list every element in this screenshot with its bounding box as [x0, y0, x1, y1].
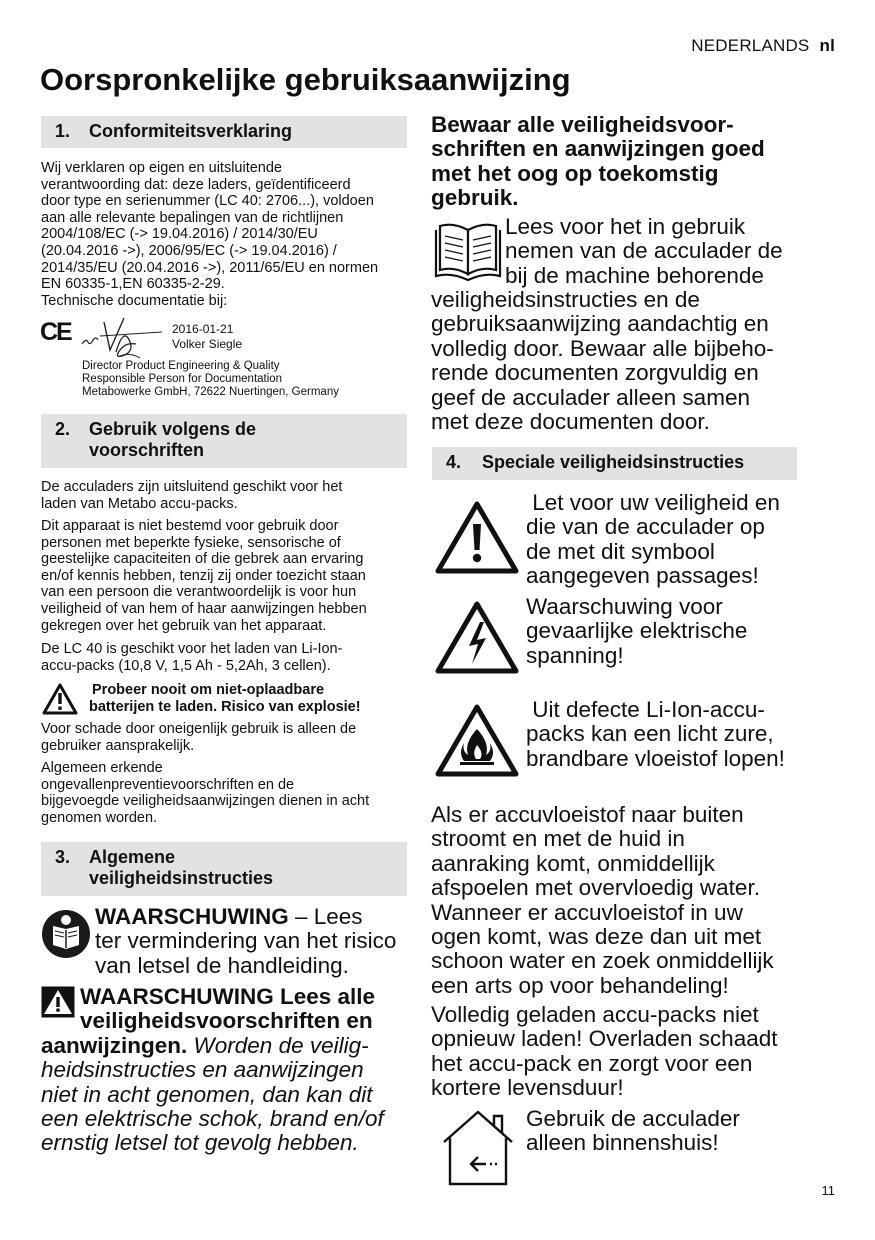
signature-date: 2016-01-21	[172, 322, 234, 336]
read-instructions-short: Lees voor het in gebruik nemen van de acculader de bij de machine behorende	[505, 214, 783, 288]
accident-prevention-paragraph: Algemeen erkende ongevallenpreventievoorschriften en de bijgevoegde veiligheidsaanwijzingen dienen in acht genomen worden.	[41, 760, 370, 826]
explosion-warning: Probeer nooit om niet-oplaadbare batterijen te laden. Risico van explosie!	[89, 682, 361, 715]
section-1-heading	[41, 116, 407, 148]
signature-image	[80, 312, 165, 364]
intended-use-paragraph-3: De LC 40 is geschikt voor het laden van Li-Ion- accu-packs (10,8 V, 1,5 Ah - 5,2Ah, 3 cellen).	[41, 641, 343, 674]
section-4-heading	[432, 447, 797, 480]
section-2-number: 2.	[55, 419, 71, 439]
attention-text: Let voor uw veiligheid en die van de acculader op de met dit symbool aangegeven passages!	[526, 490, 780, 589]
warning-triangle-icon	[42, 683, 78, 715]
keep-instructions-text: Bewaar alle veiligheidsvoor- schriften en aanwijzingen goed met het oog op toekomstig gebruik.	[431, 112, 765, 211]
page-title: Oorspronkelijke gebruiksaanwijzing	[40, 62, 571, 97]
liability-paragraph: Voor schade door oneigenlijk gebruik is alleen de gebruiker aansprakelijk.	[41, 721, 357, 754]
signatory-name: Volker Siegle	[172, 337, 243, 351]
language-indicator	[691, 36, 835, 56]
section-4-title: Speciale veiligheidsinstructies	[482, 452, 745, 472]
section-1-number: 1.	[55, 121, 71, 141]
intended-use-paragraph-2: Dit apparaat is niet bestemd voor gebruik door personen met beperkte fysieke, sensorische of geestelijke capaciteiten of die gebrek aan ervaring en/of kennis hebben, tenzij zij onder toezicht staan van een persoon die verantwoordelijk is voor hun veiligheid of van hem of haar aanwijzingen hebben gekregen over het gebruik van het apparaat.	[41, 518, 367, 634]
general-safety-warning: WAARSCHUWING Lees alle veiligheidsvoorschriften en aanwijzingen. Worden de veilig- heidsinstructies en aanwijzingen niet in acht genomen, dan kan dit een elektrische schok, brand en/of ernstig letsel tot gevolg hebben.	[41, 984, 384, 1156]
indoor-use-icon	[440, 1108, 516, 1188]
manual-warning: WAARSCHUWING – Lees ter vermindering van het risico van letsel de handleiding.	[95, 904, 397, 978]
read-instructions-text: veiligheidsinstructies en de gebruiksaanwijzing aandachtig en volledig door. Bewaar alle bijbeho- rende documenten zorgvuldig en geef de acculader alleen samen met deze documenten door.	[431, 287, 774, 435]
recharge-warning-text: Volledig geladen accu-packs niet opnieuw laden! Overladen schaadt het accu-pack en zorgt voor een kortere levensduur!	[431, 1002, 778, 1101]
book-icon	[433, 218, 503, 284]
attention-triangle-icon	[434, 500, 520, 576]
section-1-title: Conformiteitsverklaring	[89, 121, 293, 141]
section-3-number: 3.	[55, 847, 71, 867]
voltage-warning-text: Waarschuwing voor gevaarlijke elektrische spanning!	[526, 594, 748, 668]
fire-warning-text: Uit defecte Li-Ion-accu- packs kan een licht zure, brandbare vloeistof lopen!	[526, 697, 785, 771]
signatory-role: Director Product Engineering & Quality Responsible Person for Documentation Metabowerke GmbH, 72622 Nuertingen, Germany	[82, 360, 339, 399]
electric-voltage-icon	[434, 600, 520, 676]
intended-use-paragraph-1: De acculaders zijn uitsluitend geschikt voor het laden van Metabo accu-packs.	[41, 479, 343, 512]
section-2-title: Gebruik volgens de voorschriften	[89, 419, 257, 460]
ce-mark: CE	[40, 318, 71, 346]
signature-details	[172, 322, 242, 352]
page-number: 11	[821, 1183, 835, 1198]
section-3-title: Algemene veiligheidsinstructies	[89, 847, 274, 888]
language-name: NEDERLANDS	[691, 36, 810, 55]
fire-hazard-icon	[434, 703, 520, 779]
language-code: nl	[819, 36, 835, 55]
indoor-use-text: Gebruik de acculader alleen binnenshuis!	[526, 1106, 740, 1156]
section-3-heading	[41, 842, 407, 896]
section-4-number: 4.	[446, 452, 462, 472]
battery-fluid-instructions: Als er accuvloeistof naar buiten stroomt en met de huid in aanraking komt, onmiddellijk afspoelen met overvloedig water. Wanneer er accuvloeistof in uw ogen komt, was deze dan uit met schoon water en zoek onmiddellijk een arts op voor behandeling!	[431, 802, 774, 998]
read-manual-icon	[41, 909, 91, 959]
conformity-text: Wij verklaren op eigen en uitsluitende verantwoording dat: deze laders, geïdentificeerd door type en serienummer (LC 40: 2706...), voldoen aan alle relevante bepalingen van de richtlijnen 2004/108/EC (-> 19.04.2016) / 2014/30/EU (20.04.2016 ->), 2006/95/EC (-> 19.04.2016) / 2014/35/EU (20.04.2016 ->), 2011/65/EU en normen EN 60335-1,EN 60335-2-29. Technische documentatie bij:	[41, 160, 379, 309]
section-2-heading	[41, 414, 407, 468]
